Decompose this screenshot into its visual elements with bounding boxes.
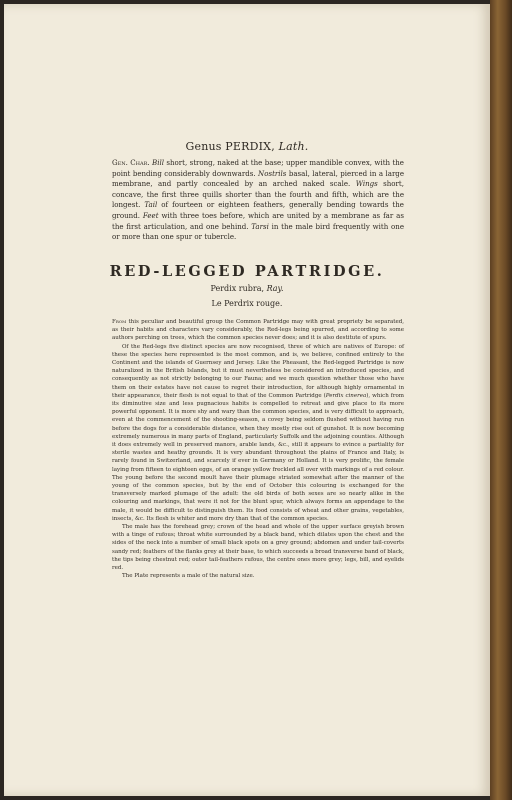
tail-term: Tail <box>144 200 158 210</box>
species-description <box>112 318 404 581</box>
generic-character-label: Gen. Char. <box>112 158 150 167</box>
genus-heading <box>4 140 490 153</box>
bill-term: Bill <box>152 158 164 167</box>
genus-heading-authority: Lath. <box>278 140 309 153</box>
paragraph-male-plumage: The male has the forehead grey; crown of the head and whole of the upper surface greyish brown with a tinge of rufous; throat white surrounded by a black band, which dilates upon the chest and the sides of the neck into a number of small black spots on a grey ground; abdomen and under tail-coverts sandy red; feathers of the flanks grey at their base, to which succeeds a broad transverse band of black, the tips being chestnut red; outer tail-feathers rufous, the centre ones more grey; legs, bill, and eyelids red. <box>112 524 404 572</box>
genus-heading-prefix: Genus PERDIX, <box>185 140 275 153</box>
feet-text: with three toes before, which are united by a membrane as far as the first articulation, and one behind. <box>112 210 404 231</box>
paragraph-distribution <box>112 343 404 523</box>
latin-author: Ray. <box>266 284 284 293</box>
generic-character-paragraph <box>112 158 404 243</box>
latin-name: Perdix rubra, <box>210 284 265 293</box>
intro-text: this peculiar and beautiful group the Common Partridge may with great propriety be separated, as their habits and characters vary considerably, the Red-legs being spurred, and according to some authors perching on trees, which the common species never does; and it is also destitute of spurs. <box>112 319 404 342</box>
species-title: RED-LEGGED PARTRIDGE. <box>109 263 385 280</box>
book-binding-spine <box>490 0 512 800</box>
tail-text: of fourteen or eighteen feathers, generally bending towards the ground. <box>112 200 404 220</box>
bill-text: short, strong, naked at the base; upper mandible convex, with the point bending considerably downwards. <box>112 158 404 178</box>
distribution-text-b: ), which from its diminutive size and less pugnacious habits is compelled to retreat and give place to its more powerful opponent. It is more shy and wary than the common species, and is very difficult to approach, even at the commencement of the shooting-season, a covey being seldom flushed without having run before the dogs for a considerable distance, when they mostly rise out of gunshot. It is now becoming extremely numerous in many parts of England, particularly Suffolk and the adjoining counties. Although it does extremely well in preserved manors, arable lands, &c., still it appears to evince a partiality for sterile wastes and heathy grounds. It is very abundant throughout the plains of France and Italy, is rarely found in Switzerland, and scarcely if ever in Germany or Holland. It is very prolific, the female laying from fifteen to eighteen eggs, of an orange yellow freckled all over with markings of a red colour. The young before the second moult have their plumage striated somewhat after the manner of the young of the common species, but by the end of October this colouring is exchanged for the transversely marked plumage of the adult: the old birds of both sexes are so nearly alike in the colouring and markings, that were it not for the blunt spur, which always forms an appendage to the male, it would be difficult to distinguish them. Its food consists of wheat and other grains, vegetables, insects, &c. Its flesh is whiter and more dry than that of the common species. <box>112 392 404 522</box>
paragraph-plate-note: The Plate represents a male of the natural size. <box>122 573 255 580</box>
wings-term: Wings <box>355 179 378 189</box>
latin-synonym <box>4 284 490 293</box>
wings-text: short, concave, the first three quills shorter than the fourth and fifth, which are the longest. <box>112 179 404 210</box>
nostrils-text: basal, lateral, pierced in a large membrane, and partly concealed by an arched naked scale. <box>112 168 404 189</box>
feet-term: Feet <box>142 210 159 220</box>
distribution-text-a: Of the Red-legs five distinct species are now recognised, three of which are natives of Europe: of these the species here represented is the most common, and is, we believe, confined entirely to the Continent and the islands of Guernsey and Jersey. Like the Pheasant, the Red-legged Partridge is now naturalized in the British Islands, but it must nevertheless be considered an introduced species, and consequently as not strictly belonging to our Fauna; and we much question whether those who have them on their estates have not cause to regret their introduction, for although highly ornamental in their appearance, their flesh is not equal to that of the Common Partridge ( <box>112 343 404 399</box>
paragraph-intro <box>112 318 404 343</box>
tarsi-text: in the male bird frequently with one or more than one spur or tubercle. <box>112 221 405 242</box>
book-page <box>4 4 490 796</box>
tarsi-term: Tarsi <box>251 221 269 231</box>
french-synonym: Le Perdrix rouge. <box>211 299 283 308</box>
intro-lead-word: From <box>112 319 127 325</box>
distribution-italic-name: Perdix cinerea <box>325 392 367 399</box>
nostrils-term: Nostrils <box>258 168 287 178</box>
